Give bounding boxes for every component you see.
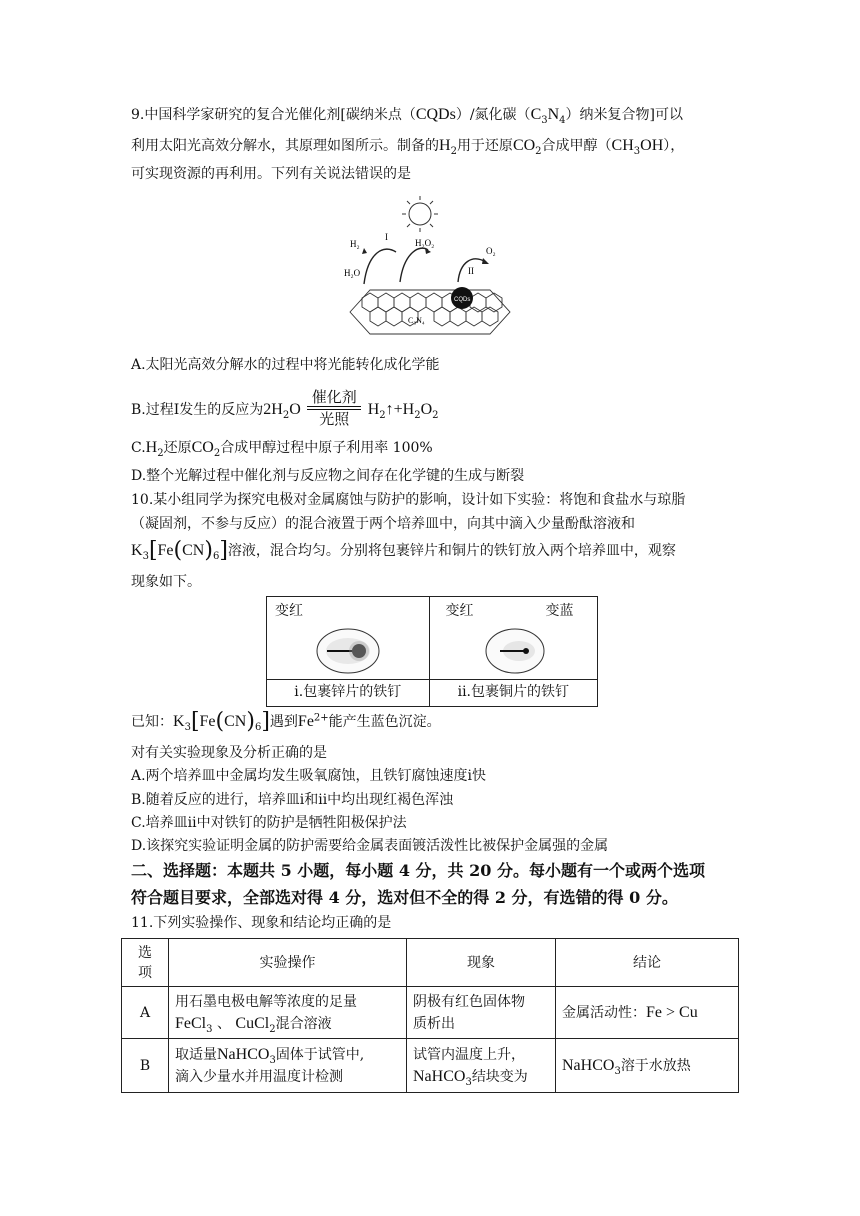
h2o-label: H₂O: [344, 268, 361, 278]
q9-formula: C: [530, 106, 542, 123]
q9-text: 还原: [163, 440, 192, 456]
q10-formula: Fe: [199, 713, 216, 730]
q10-formula: K: [131, 542, 143, 559]
row-a-op-line: [175, 1013, 400, 1035]
formula: CuCl: [235, 1014, 270, 1032]
formula: Fe > Cu: [646, 1003, 698, 1021]
q9-line-3: 可实现资源的再利用。下列有关说法错误的是: [131, 166, 411, 182]
step-2-label: II: [468, 266, 474, 276]
text: 混合溶液: [275, 1015, 332, 1032]
equation-rhs: O: [420, 401, 433, 418]
q11-table: [121, 938, 739, 1093]
q10-option-c: C.培养皿ⅱ中对铁钉的防护是牺牲阳极保护法: [131, 815, 407, 831]
q9-sub: 2: [414, 409, 421, 421]
equation-lhs: O: [289, 401, 301, 418]
row-a-phenomenon: [407, 987, 556, 1039]
text: 溶于水放热: [620, 1057, 691, 1074]
q9-option-a: A.太阳光高效分解水的过程中将光能转化成化学能: [131, 357, 440, 373]
dish-i-caption: ⅰ.包裹锌片的铁钉: [267, 680, 430, 707]
gas-arrow: ↑: [385, 401, 394, 418]
q10-option-b: B.随着反应的进行，培养皿ⅰ和ⅱ中均出现红褐色浑浊: [131, 792, 454, 808]
cqds-label: CQDs: [454, 297, 471, 303]
right-paren: ): [246, 709, 255, 734]
row-b-op-line: [175, 1044, 400, 1066]
row-a-phen-line: 质析出: [413, 1015, 455, 1032]
formula: NaHCO: [413, 1067, 466, 1085]
equation-lhs: 2H: [263, 401, 283, 418]
q10-line-4: 现象如下。: [131, 574, 201, 590]
sun-icon: [402, 196, 438, 232]
q9-line-2: [131, 135, 684, 157]
formula: FeCl: [175, 1014, 207, 1032]
sub: 3: [614, 1065, 621, 1077]
row-b-option: B: [122, 1039, 169, 1093]
q9-text: ）纳米复合物]可以: [565, 107, 684, 123]
formula: NaHCO: [217, 1045, 270, 1063]
text: 金属活动性：: [562, 1004, 646, 1021]
dish-ii-caption: ⅱ.包裹铜片的铁钉: [429, 680, 597, 707]
left-bracket: [: [190, 709, 200, 734]
q10-text: 能产生蓝色沉淀。: [328, 714, 441, 730]
q11-stem: 11.下列实验操作、现象和结论均正确的是: [131, 915, 392, 931]
header-conclusion: 结论: [556, 939, 739, 987]
sub: 3: [269, 1054, 276, 1066]
q9-line-1: [131, 104, 683, 126]
q10-line-3: [131, 540, 676, 562]
q10-option-d: D.该探究实验证明金属的防护需要给金属表面镀活泼性比被保护金属强的金属: [131, 838, 609, 854]
q9-cqds: CQDs: [415, 106, 456, 123]
row-a-option: A: [122, 987, 169, 1039]
condition-bottom: 光照: [319, 410, 350, 428]
q10-sub: 6: [254, 721, 262, 733]
table-row: [122, 1039, 739, 1093]
q9-text: 利用太阳光高效分解水，其原理如图所示。制备的: [131, 138, 439, 154]
q9-text: 合成甲醇过程中原子利用率 100%: [220, 440, 433, 456]
q9-option-c: [131, 437, 433, 459]
experiment-table: [266, 596, 598, 707]
separator: 、: [212, 1015, 236, 1032]
q9-sub: 3: [541, 114, 548, 126]
dish-i-figure: [315, 627, 381, 675]
q10-sup: 2+: [313, 712, 329, 724]
reaction-condition: [307, 388, 361, 428]
q9-text: 用于还原: [456, 138, 513, 154]
q10-line-2: （凝固剂，不参与反应）的混合液置于两个培养皿中，向其中滴入少量酚酞溶液和: [131, 516, 635, 532]
row-a-phen-line: 阴极有红色固体物: [413, 993, 525, 1010]
q9-sub: 2: [379, 409, 386, 421]
q9-text: ），: [663, 138, 685, 154]
row-b-op-line: 滴入少量水并用温度计检测: [175, 1068, 343, 1085]
q10-known: [131, 711, 441, 733]
dish-ii-blue-label: 变蓝: [545, 603, 574, 619]
row-b-phenomenon: [407, 1039, 556, 1093]
right-paren: ): [204, 538, 213, 563]
q10-stem: 对有关实验现象及分析正确的是: [131, 745, 327, 761]
q9-sub: 2: [450, 145, 457, 157]
q9-option-d: D.整个光解过程中催化剂与反应物之间存在化学键的生成与断裂: [131, 468, 525, 484]
q10-text: 溶液，混合均匀。分别将包裹锌片和铜片的铁钉放入两个培养皿中，观察: [227, 543, 676, 559]
row-a-conclusion: [556, 987, 739, 1039]
text: 结块变为: [471, 1068, 528, 1085]
q9-sub: 2: [535, 145, 542, 157]
section-2-heading-2: 符合题目要求，全部选对得 4 分，选对但不全的得 2 分，有选错的得 0 分。: [131, 888, 678, 907]
q9-formula: N: [547, 106, 560, 123]
q10-text: 已知：: [131, 714, 173, 730]
q10-sub: 3: [142, 550, 149, 562]
q9-option-b: [131, 390, 439, 430]
q9-sub: 2: [213, 447, 221, 459]
o2-label: O₂: [486, 246, 496, 256]
text: 固体于试管中,: [275, 1046, 365, 1063]
q10-sub: 3: [184, 721, 191, 733]
row-a-op-line: 用石墨电极电解等浓度的足量: [175, 993, 357, 1010]
q9-formula: CH: [611, 137, 634, 154]
dish-ii-figure: [484, 627, 546, 675]
q10-formula: CN: [224, 713, 247, 730]
q9-formula: H: [439, 137, 451, 154]
q9-formula: CO: [191, 439, 214, 456]
q9-formula: CO: [512, 137, 536, 154]
q9-formula: H: [145, 439, 158, 456]
dish-i-label: 变红: [275, 603, 303, 619]
row-a-operation: [169, 987, 407, 1039]
left-paren: (: [215, 709, 225, 734]
q9-text: ）/氮化碳（: [455, 107, 531, 123]
q10-option-a: A.两个培养皿中金属均发生吸氧腐蚀，且铁钉腐蚀速度ⅰ快: [131, 768, 487, 784]
q10-formula: CN: [182, 542, 205, 559]
q9-sub: 2: [282, 409, 290, 421]
header-phenomenon: 现象: [407, 939, 556, 987]
q9-text: B.过程Ⅰ发生的反应为: [131, 402, 264, 418]
h2-label: H₂: [350, 239, 360, 249]
q10-sub: 6: [212, 550, 220, 562]
left-bracket: [: [148, 538, 158, 563]
photocatalysis-diagram: [340, 192, 520, 344]
c3n4-sheet: [350, 290, 510, 334]
condition-top: 催化剂: [311, 388, 357, 406]
q10-formula: K: [173, 713, 185, 730]
formula: NaHCO: [562, 1056, 615, 1074]
dish-ii-red-label: 变红: [445, 603, 474, 619]
q9-formula: OH: [640, 137, 664, 154]
right-bracket: ]: [261, 709, 270, 734]
left-paren: (: [173, 538, 183, 563]
q9-sub: 2: [432, 409, 439, 421]
row-b-phen-line: [413, 1066, 549, 1088]
equation-rhs: +H: [393, 401, 415, 418]
row-b-phen-line: 试管内温度上升，: [413, 1046, 525, 1063]
q9-sub: 2: [157, 447, 164, 459]
q9-sub: 3: [633, 145, 641, 157]
h2o2-label: H₂O₂: [415, 238, 435, 248]
section-2-heading-1: 二、选择题：本题共 5 小题，每小题 4 分，共 20 分。每小题有一个或两个选项: [131, 861, 705, 880]
q10-text: 遇到: [269, 714, 298, 730]
right-bracket: ]: [219, 538, 228, 563]
equation-rhs: H: [367, 401, 380, 418]
row-b-operation: [169, 1039, 407, 1093]
q10-formula: Fe: [297, 713, 314, 730]
step-1-label: I: [385, 232, 388, 242]
header-option: 选 项: [122, 939, 169, 987]
text: 取适量: [175, 1046, 217, 1063]
sub: 2: [269, 1023, 276, 1035]
row-b-conclusion: [556, 1039, 739, 1093]
dish-ii-cell: [429, 597, 597, 680]
q10-formula: Fe: [157, 542, 174, 559]
c3n4-label: C₃N₄: [408, 316, 425, 325]
q10-line-1: 10.某小组同学为探究电极对金属腐蚀与防护的影响，设计如下实验：将饱和食盐水与琼脂: [131, 492, 686, 508]
q9-text: C.: [131, 440, 146, 456]
q9-text: 9.中国科学家研究的复合光催化剂[碳纳米点（: [131, 107, 416, 123]
q9-text: 合成甲醇（: [541, 138, 612, 154]
sub: 3: [206, 1023, 213, 1035]
header-operation: 实验操作: [169, 939, 407, 987]
table-row: [122, 987, 739, 1039]
q9-sub: 4: [559, 114, 566, 126]
dish-i-cell: [267, 597, 430, 680]
sub: 3: [465, 1076, 472, 1088]
